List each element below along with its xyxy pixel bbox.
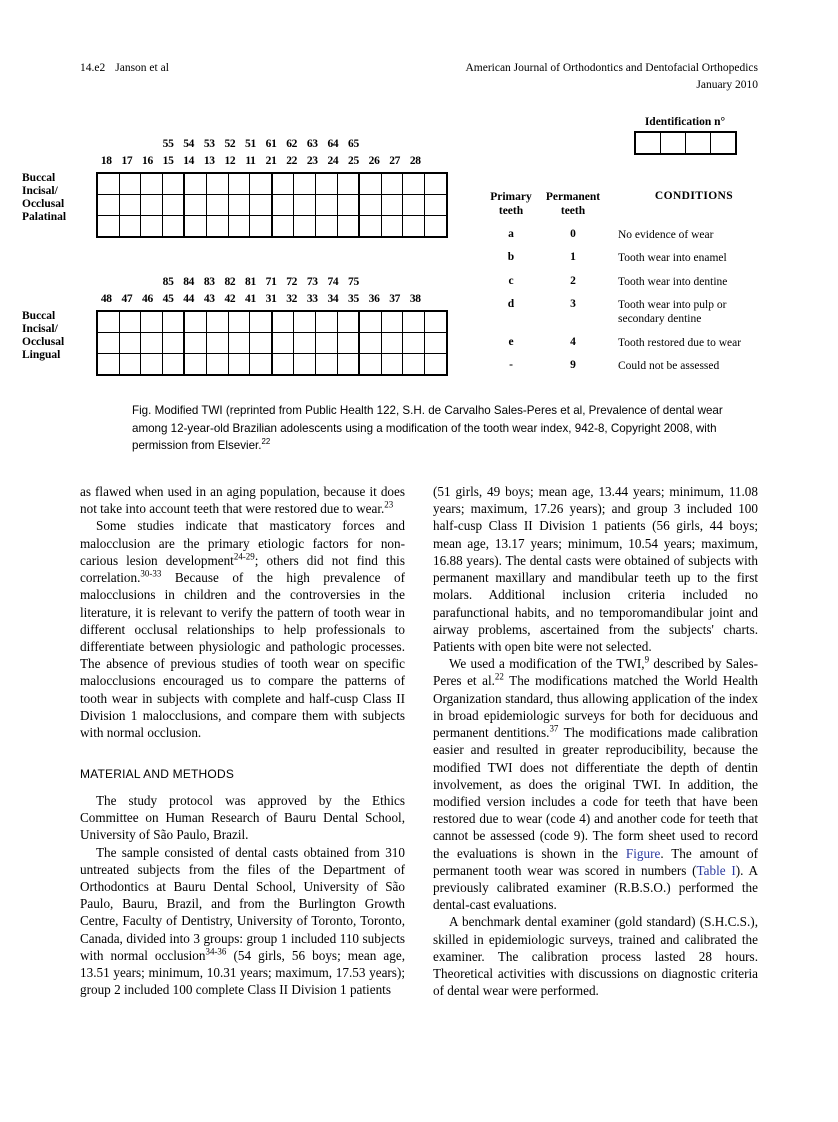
tooth-cell-15[interactable] [162, 195, 184, 216]
lower-primary-tooth-81: 81 [245, 276, 256, 288]
condition-row [480, 298, 770, 336]
tooth-cell-38[interactable] [424, 354, 446, 376]
tooth-cell-45[interactable] [162, 311, 184, 333]
header-permanent-teeth [542, 190, 604, 228]
tooth-cell-27[interactable] [403, 216, 425, 238]
lower-permanent-tooth-48: 48 [100, 293, 112, 305]
tooth-cell-28[interactable] [424, 173, 446, 195]
surface-label-occlusal: Occlusal [22, 335, 65, 348]
tooth-cell-12[interactable] [228, 195, 250, 216]
header-conditions: CONDITIONS [654, 190, 734, 202]
condition-description: Tooth wear into pulp or secondary dentine [618, 298, 727, 326]
condition-row [480, 228, 770, 251]
condition-primary-code: a [508, 227, 514, 240]
tooth-cell-17[interactable] [119, 195, 141, 216]
tooth-cell-27[interactable] [403, 195, 425, 216]
tooth-cell-32[interactable] [294, 311, 316, 333]
tooth-cell-14[interactable] [184, 216, 206, 238]
upper-primary-tooth-55: 55 [162, 138, 174, 150]
heading-material-and-methods: MATERIAL AND METHODS [80, 767, 235, 782]
para5-part2: described by Sales-Peres et al. [433, 656, 758, 689]
condition-description: Could not be assessed [618, 360, 720, 372]
tooth-cell-23[interactable] [315, 173, 337, 195]
tooth-cell-44[interactable] [184, 354, 206, 376]
identification-label: Identification n° [644, 116, 726, 128]
lower-permanent-tooth-45: 45 [162, 293, 174, 305]
heading-spacer [80, 783, 405, 792]
conditions-header-row [480, 190, 770, 228]
lower-grid-wrap [22, 310, 448, 376]
tooth-grid-row [97, 311, 447, 333]
tooth-cell-36[interactable] [381, 311, 403, 333]
tooth-cell-42[interactable] [228, 311, 250, 333]
ref-23: 23 [384, 499, 394, 510]
tooth-cell-11[interactable] [250, 173, 272, 195]
upper-permanent-tooth-27: 27 [389, 155, 401, 167]
tooth-cell-13[interactable] [206, 173, 228, 195]
tooth-grid-row [97, 354, 447, 376]
tooth-cell-15[interactable] [162, 173, 184, 195]
header-permanent-line1: Permanent [545, 191, 601, 203]
tooth-cell-37[interactable] [403, 333, 425, 354]
lower-permanent-tooth-43: 43 [203, 293, 215, 305]
tooth-cell-22[interactable] [294, 195, 316, 216]
lower-surface-labels [22, 310, 92, 362]
tooth-cell-14[interactable] [184, 173, 206, 195]
link-table-1[interactable]: Table I [696, 862, 736, 878]
lower-primary-tooth-84: 84 [183, 276, 195, 288]
tooth-cell-27[interactable] [403, 173, 425, 195]
paragraph-study-protocol: The study protocol was approved by the Ethics Committee on Human Research of Bauru Dental School, University of São Paulo, Brazil. [80, 792, 405, 843]
identification-cell[interactable] [685, 132, 710, 154]
tooth-cell-41[interactable] [250, 354, 272, 376]
lower-permanent-tooth-35: 35 [348, 293, 359, 305]
tooth-cell-43[interactable] [206, 333, 228, 354]
condition-permanent-code: 2 [570, 274, 576, 287]
mandibular-tooth-chart [22, 276, 448, 376]
condition-row [480, 251, 770, 274]
tooth-cell-38[interactable] [424, 311, 446, 333]
para5-part1: We used a modification of the TWI, [449, 656, 645, 672]
left-column [80, 483, 405, 999]
tooth-grid-row [97, 195, 447, 216]
para2-part3: Because of the high prevalence of malocclusions in children and the controversies in the literature, it is relevant to verify the pattern of tooth wear in different occlusal relationships to help professionals to differentiate between physiologic and pathologic processes. The absence of previous studies of tooth wear on specific malocclusions encouraged us to compare the patterns of tooth wear in subjects with complete and half-cusp Class II Division 1 malocclusions, and compare them with subjects with normal occlusion. [80, 570, 405, 741]
tooth-cell-34[interactable] [337, 333, 359, 354]
upper-primary-tooth-64: 64 [327, 138, 339, 150]
tooth-cell-31[interactable] [272, 333, 294, 354]
lower-primary-tooth-83: 83 [203, 276, 215, 288]
condition-permanent-code: 3 [570, 297, 576, 310]
tooth-cell-22[interactable] [294, 173, 316, 195]
tooth-cell-43[interactable] [206, 354, 228, 376]
tooth-cell-47[interactable] [119, 354, 141, 376]
paragraph-benchmark-examiner: A benchmark dental examiner (gold standard) (S.H.C.S.), skilled in epidemiologic surveys, trained and calibrated the examiner. The calibration process lasted 28 hours. Theoretical activities with discussions on diagnostic criteria of dental wear were performed. [433, 914, 758, 999]
para2-part2: ; others did not find this correlation. [80, 552, 405, 586]
condition-permanent-code: 4 [570, 335, 576, 348]
lower-permanent-tooth-42: 42 [224, 293, 236, 305]
lower-permanent-tooth-33: 33 [306, 293, 318, 305]
surface-label-palatinal: Palatinal [22, 210, 67, 223]
tooth-cell-33[interactable] [315, 333, 337, 354]
tooth-cell-32[interactable] [294, 333, 316, 354]
upper-permanent-tooth-15: 15 [162, 155, 174, 167]
lower-primary-tooth-71: 71 [265, 276, 277, 288]
tooth-grid-row [97, 333, 447, 354]
para-continued-text: as flawed when used in an aging population, because it does not take into account teeth that were restored due to wear. [80, 484, 405, 517]
tooth-cell-21[interactable] [272, 216, 294, 238]
upper-primary-tooth-53: 53 [203, 138, 215, 150]
tooth-cell-21[interactable] [272, 195, 294, 216]
lower-permanent-tooth-41: 41 [245, 293, 256, 305]
figure-block [22, 112, 758, 453]
lower-tooth-grid[interactable] [96, 310, 448, 376]
tooth-cell-13[interactable] [206, 195, 228, 216]
tooth-cell-48[interactable] [97, 333, 119, 354]
para4-part1: The sample consisted of dental casts obtained from 310 untreated subjects from the files of the Department of Orthodontics at Bauru Dental School, University of São Paulo, Bauru, Brazil, and from the Burlington Growth Centre, Faculty of Dentistry, University of Toronto, Toronto, Canada, divided into 3 groups: group 1 included 110 subjects with normal occlusion [80, 844, 405, 963]
tooth-cell-38[interactable] [424, 333, 446, 354]
para5-part6: ). A previously calibrated examiner (R.B.S.O.) performed the dental-cast evaluations. [433, 862, 758, 913]
upper-primary-tooth-61: 61 [265, 138, 277, 150]
lower-permanent-tooth-44: 44 [183, 293, 195, 305]
identification-boxes[interactable] [634, 131, 737, 155]
page-folio: 14.e2 [80, 62, 106, 74]
upper-grid-wrap [22, 172, 448, 238]
tooth-cell-24[interactable] [337, 216, 359, 238]
tooth-cell-46[interactable] [141, 333, 163, 354]
lower-permanent-tooth-32: 32 [286, 293, 298, 305]
tooth-cell-33[interactable] [315, 354, 337, 376]
surface-label-buccal: Buccal [22, 310, 56, 322]
tooth-cell-47[interactable] [119, 333, 141, 354]
tooth-cell-47[interactable] [119, 311, 141, 333]
condition-primary-code: e [508, 335, 514, 348]
tooth-cell-36[interactable] [381, 333, 403, 354]
tooth-cell-21[interactable] [272, 173, 294, 195]
tooth-cell-48[interactable] [97, 354, 119, 376]
condition-description: Tooth wear into enamel [618, 252, 727, 265]
lower-permanent-teeth-numbers [96, 293, 448, 309]
upper-primary-tooth-62: 62 [286, 138, 298, 150]
upper-permanent-teeth-numbers [96, 155, 448, 171]
para2-part1: Some studies indicate that masticatory forces and malocclusion are the primary etiologic factors for non-carious lesion development [80, 518, 405, 568]
tooth-cell-34[interactable] [337, 311, 359, 333]
conditions-legend [480, 190, 770, 382]
tooth-cell-42[interactable] [228, 354, 250, 376]
figure-artwork [22, 112, 758, 394]
tooth-cell-32[interactable] [294, 354, 316, 376]
tooth-cell-15[interactable] [162, 216, 184, 238]
tooth-cell-44[interactable] [184, 311, 206, 333]
ref-22: 22 [494, 672, 504, 683]
figure-label: Fig. [132, 404, 152, 417]
upper-permanent-tooth-17: 17 [121, 155, 133, 167]
paragraph-twi-modification [433, 655, 758, 913]
lower-permanent-tooth-34: 34 [327, 293, 339, 305]
surface-label-incisal: Incisal/ [22, 184, 58, 197]
lower-primary-tooth-82: 82 [224, 276, 236, 288]
condition-permanent-code: 1 [570, 251, 576, 264]
condition-permanent-code: 9 [570, 359, 576, 371]
condition-primary-code: d [507, 297, 515, 310]
paragraph-etiologic-factors [80, 517, 405, 741]
tooth-cell-25[interactable] [359, 216, 381, 238]
tooth-cell-45[interactable] [162, 354, 184, 376]
tooth-cell-16[interactable] [141, 195, 163, 216]
tooth-grid-row [97, 173, 447, 195]
identification-cell[interactable] [710, 132, 736, 154]
journal-title: American Journal of Orthodontics and Dentofacial Orthopedics [465, 62, 758, 74]
surface-label-occlusal: Occlusal [22, 197, 65, 210]
ref-30-33: 30-33 [140, 568, 162, 579]
tooth-cell-11[interactable] [250, 216, 272, 238]
tooth-cell-31[interactable] [272, 311, 294, 333]
tooth-cell-18[interactable] [97, 173, 119, 195]
right-column [433, 483, 758, 1000]
paragraph-sample-continued: (51 girls, 49 boys; mean age, 13.44 years; minimum, 11.08 years; maximum, 17.26 years); and group 3 included 100 half-cusp Class II Division 1 patients (56 girls, 44 boys; mean age, 13.17 years; minimum, 10.54 years; maximum, 16.88 years). The dental casts were obtained of subjects with permanent maxillary and mandibular teeth up to the first molars. Additional inclusion criteria included no parafunctional habits, and no temporomandibular joint and airway problems, ascertained from the subjects' charts. Patients with open bite were not selected. [433, 484, 758, 654]
tooth-cell-12[interactable] [228, 173, 250, 195]
upper-primary-tooth-51: 51 [245, 138, 256, 150]
tooth-cell-44[interactable] [184, 333, 206, 354]
figure-caption [132, 402, 732, 455]
tooth-cell-33[interactable] [315, 311, 337, 333]
condition-row [480, 336, 770, 359]
section-spacer [80, 741, 405, 767]
tooth-cell-22[interactable] [294, 216, 316, 238]
lower-primary-tooth-75: 75 [348, 276, 359, 288]
tooth-cell-18[interactable] [97, 195, 119, 216]
para5-part3: The modifications matched the World Health Organization standard, thus allowing application of the index in broad epidemiologic surveys for both for deciduous and permanent dentitions. [433, 673, 758, 741]
tooth-cell-14[interactable] [184, 195, 206, 216]
tooth-cell-48[interactable] [97, 311, 119, 333]
tooth-cell-26[interactable] [381, 173, 403, 195]
ref-34-36: 34-36 [205, 946, 227, 957]
tooth-cell-23[interactable] [315, 195, 337, 216]
tooth-cell-16[interactable] [141, 173, 163, 195]
tooth-cell-12[interactable] [228, 216, 250, 238]
header-primary-line1: Primary [490, 191, 532, 203]
identification-field [625, 116, 745, 155]
lower-primary-tooth-85: 85 [162, 276, 174, 288]
upper-permanent-tooth-14: 14 [183, 155, 195, 167]
tooth-cell-25[interactable] [359, 173, 381, 195]
condition-row [480, 359, 770, 382]
upper-permanent-tooth-13: 13 [203, 155, 215, 167]
upper-permanent-tooth-21: 21 [265, 155, 277, 167]
upper-permanent-tooth-24: 24 [327, 155, 339, 167]
running-head-authors: Janson et al [115, 62, 169, 74]
lower-permanent-tooth-37: 37 [389, 293, 401, 305]
tooth-cell-35[interactable] [359, 311, 381, 333]
condition-primary-code: - [509, 359, 513, 371]
figure-caption-reference: 22 [261, 437, 271, 447]
figure-caption-text: Modified TWI (reprinted from Public Health 122, S.H. de Carvalho Sales-Peres et al, Prevalence of dental wear among 12-year-old Brazilian adolescents using a modification of the tooth wear index, 942-8, Copyright 2008, with permission from Elsevier. [132, 404, 723, 453]
tooth-cell-36[interactable] [381, 354, 403, 376]
surface-label-lingual: Lingual [22, 348, 61, 361]
upper-surface-labels [22, 172, 92, 224]
condition-row [480, 275, 770, 298]
tooth-cell-37[interactable] [403, 354, 425, 376]
tooth-cell-37[interactable] [403, 311, 425, 333]
identification-cell[interactable] [635, 132, 661, 154]
surface-label-buccal: Buccal [22, 172, 56, 184]
tooth-cell-28[interactable] [424, 216, 446, 238]
identification-cell[interactable] [660, 132, 685, 154]
tooth-cell-24[interactable] [337, 195, 359, 216]
ref-37: 37 [549, 723, 559, 734]
header-primary-teeth [480, 190, 542, 228]
upper-permanent-tooth-26: 26 [368, 155, 380, 167]
conditions-table [480, 190, 770, 382]
lower-primary-tooth-74: 74 [327, 276, 339, 288]
tooth-cell-31[interactable] [272, 354, 294, 376]
running-head-left [80, 60, 169, 77]
tooth-cell-26[interactable] [381, 195, 403, 216]
ref-24-29: 24-29 [233, 551, 255, 562]
paragraph-continued [80, 483, 405, 517]
tooth-cell-16[interactable] [141, 216, 163, 238]
tooth-cell-35[interactable] [359, 333, 381, 354]
upper-permanent-tooth-11: 11 [245, 155, 256, 167]
upper-tooth-grid[interactable] [96, 172, 448, 238]
upper-primary-tooth-63: 63 [306, 138, 318, 150]
tooth-cell-43[interactable] [206, 311, 228, 333]
condition-description: Tooth wear into dentine [618, 275, 728, 288]
upper-permanent-tooth-16: 16 [142, 155, 153, 167]
lower-permanent-tooth-38: 38 [409, 293, 421, 305]
lower-primary-teeth-numbers [96, 276, 448, 292]
tooth-cell-34[interactable] [337, 354, 359, 376]
tooth-cell-17[interactable] [119, 173, 141, 195]
link-figure[interactable]: Figure [625, 845, 661, 861]
running-head [80, 60, 758, 93]
condition-permanent-code: 0 [570, 227, 576, 240]
para5-part5: . The amount of permanent tooth wear was scored in numbers ( [433, 845, 758, 878]
tooth-cell-24[interactable] [337, 173, 359, 195]
upper-primary-tooth-52: 52 [224, 138, 236, 150]
tooth-cell-26[interactable] [381, 216, 403, 238]
condition-description: No evidence of wear [618, 228, 714, 241]
para4-part2: (54 girls, 56 boys; mean age, 13.51 years; minimum, 10.31 years; maximum, 17.53 years); group 2 included 100 complete Class II Division 1 patients [80, 947, 405, 998]
upper-permanent-tooth-23: 23 [306, 155, 318, 167]
upper-permanent-tooth-28: 28 [409, 155, 421, 167]
upper-permanent-tooth-22: 22 [286, 155, 298, 167]
tooth-cell-23[interactable] [315, 216, 337, 238]
tooth-cell-13[interactable] [206, 216, 228, 238]
lower-primary-tooth-72: 72 [286, 276, 298, 288]
condition-primary-code: b [507, 251, 515, 264]
tooth-cell-41[interactable] [250, 311, 272, 333]
lower-permanent-tooth-31: 31 [265, 293, 277, 305]
tooth-cell-45[interactable] [162, 333, 184, 354]
lower-permanent-tooth-47: 47 [121, 293, 133, 305]
tooth-cell-11[interactable] [250, 195, 272, 216]
upper-permanent-tooth-12: 12 [224, 155, 236, 167]
header-primary-line2: teeth [498, 205, 524, 218]
tooth-cell-17[interactable] [119, 216, 141, 238]
body-columns [80, 483, 758, 1043]
upper-primary-teeth-numbers [96, 138, 448, 154]
condition-primary-code: c [508, 274, 514, 287]
condition-description: Tooth restored due to wear [618, 336, 742, 349]
lower-permanent-tooth-46: 46 [142, 293, 153, 305]
upper-primary-tooth-65: 65 [348, 138, 359, 150]
tooth-cell-41[interactable] [250, 333, 272, 354]
ref-9: 9 [644, 654, 650, 665]
lower-primary-tooth-73: 73 [306, 276, 318, 288]
tooth-cell-46[interactable] [141, 311, 163, 333]
para5-part4: The modifications made calibration easier and resulted in greater reproducibility, because the modified TWI does not differentiate the depth of dentin involvement, as does the original TWI. In addition, the modified version includes a code for teeth that have been restored due to wear (code 4) and another code for teeth that cannot be assessed (code 9). The form sheet used to record the evaluations is shown in the [433, 725, 758, 861]
tooth-cell-18[interactable] [97, 216, 119, 238]
tooth-cell-42[interactable] [228, 333, 250, 354]
maxillary-tooth-chart [22, 138, 448, 238]
running-head-right [80, 60, 758, 93]
tooth-cell-25[interactable] [359, 195, 381, 216]
upper-permanent-tooth-25: 25 [348, 155, 359, 167]
tooth-cell-46[interactable] [141, 354, 163, 376]
tooth-cell-35[interactable] [359, 354, 381, 376]
tooth-grid-row [97, 216, 447, 238]
journal-issue: January 2010 [696, 78, 758, 91]
paragraph-sample [80, 844, 405, 999]
lower-permanent-tooth-36: 36 [368, 293, 380, 305]
header-permanent-line2: teeth [560, 205, 586, 218]
upper-primary-tooth-54: 54 [183, 138, 195, 150]
upper-permanent-tooth-18: 18 [100, 155, 112, 167]
surface-label-incisal: Incisal/ [22, 322, 58, 335]
tooth-cell-28[interactable] [424, 195, 446, 216]
